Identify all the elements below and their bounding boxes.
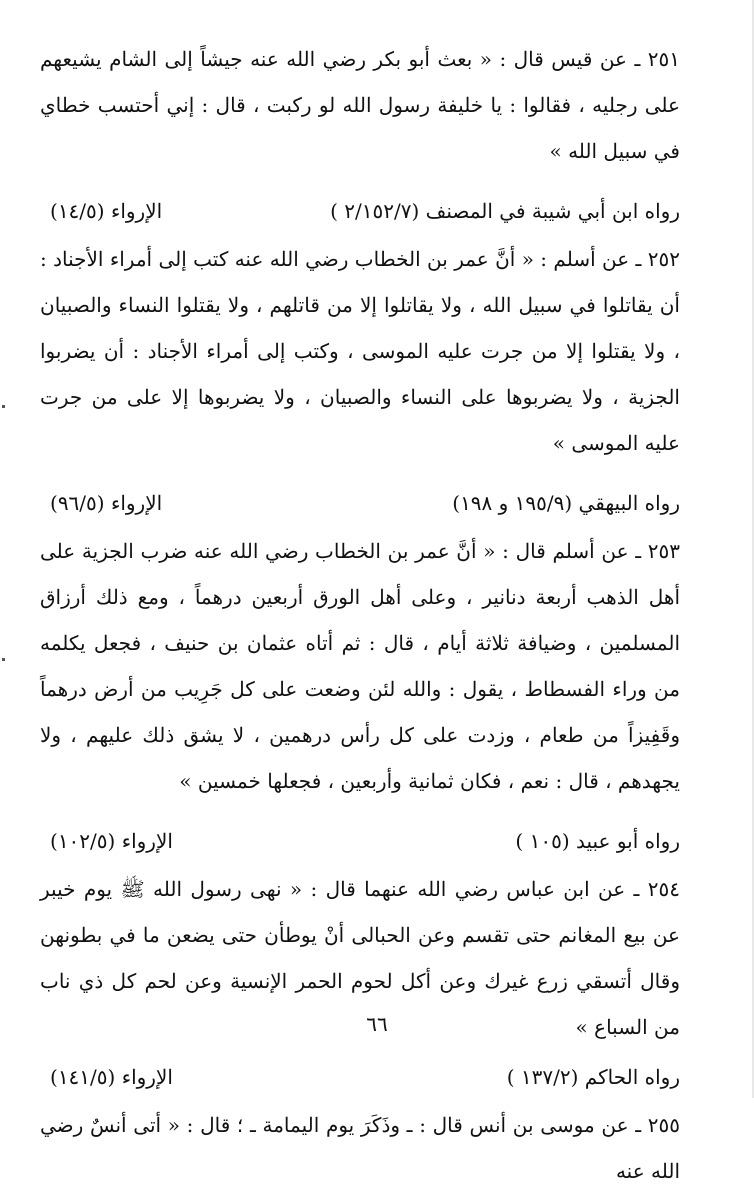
- hadith-254-text: ٢٥٤ ـ عن ابن عباس رضي الله عنهما قال : « نهى رسول الله ﷺ يوم خيبر عن بيع المغانم حتى تقسم وعن الحبالى أنْ يوطأن حتى يضعن ما في بطونهن وقال أتسقي زرع غيرك وعن أكل لحوم الحمر الإنسية وعن لحم كل ذي ناب من السباع »: [40, 877, 680, 1039]
- margin-mark: [2, 658, 5, 661]
- margin-mark: [2, 405, 5, 408]
- hadith-253-reference: [40, 818, 680, 864]
- hadith-254-irwa: الإرواء (١٤١/٥): [50, 1065, 173, 1089]
- hadith-254-source: رواه الحاكم (١٣٧/٢ ): [506, 1065, 680, 1089]
- hadith-252-irwa: الإرواء (٩٦/٥): [50, 491, 163, 515]
- hadith-255-text: ٢٥٥ ـ عن موسى بن أنس قال : ـ وذَكَرَ يوم اليمامة ـ ؛ قال : « أتى أنسٌ رضي الله عنه: [40, 1113, 680, 1183]
- hadith-254-reference: [40, 1054, 680, 1100]
- hadith-251-text: ٢٥١ ـ عن قيس قال : « بعث أبو بكر رضي الله عنه جيشاً إلى الشام يشيعهم على رجليه ، فقالوا : يا خليفة رسول الله لو ركبت ، قال : إني أحتسب خطاي في سبيل الله »: [40, 47, 680, 163]
- hadith-251-irwa: الإرواء (١٤/٥): [50, 199, 163, 223]
- hadith-253-irwa: الإرواء (١٠٢/٥): [50, 829, 173, 853]
- hadith-252-source: رواه البيهقي (١٩٥/٩ و ١٩٨): [452, 491, 680, 515]
- hadith-253-source: رواه أبو عبيد (١٠٥ ): [515, 829, 680, 853]
- page-number: ٦٦: [366, 1012, 388, 1036]
- hadith-253-text: ٢٥٣ ـ عن أسلم قال : « أنَّ عمر بن الخطاب رضي الله عنه ضرب الجزية على أهل الذهب أربعة دنانير ، وعلى أهل الورق أربعين درهماً ، ومع ذلك أرزاق المسلمين ، وضيافة ثلاثة أيام ، قال : ثم أتاه عثمان بن حنيف ، فجعل يكلمه من وراء الفسطاط ، يقول : والله لئن وضعت على كل جَرِيب من أرض درهماً وقَفِيزاً من طعام ، وزدت على كل رأس درهمين ، لا يشق ذلك عليهم ، ولا يجهدهم ، قال : نعم ، فكان ثمانية وأربعين ، فجعلها خمسين »: [40, 539, 680, 793]
- hadith-252-text: ٢٥٢ ـ عن أسلم : « أنَّ عمر بن الخطاب رضي الله عنه كتب إلى أمراء الأجناد : أن يقاتلوا في سبيل الله ، ولا يقاتلوا إلا من قاتلهم ، ولا يقتلوا النساء والصبيان ، ولا يقتلوا إلا من جرت عليه الموسى ، وكتب إلى أمراء الأجناد : أن يضربوا الجزية ، ولا يضربوها على النساء والصبيان ، ولا يضربوها إلا على من جرت عليه الموسى »: [40, 247, 680, 455]
- hadith-252-reference: [40, 480, 680, 526]
- hadith-251-source: رواه ابن أبي شيبة في المصنف (٢/١٥٢/٧ ): [330, 199, 680, 223]
- hadith-251-reference: [40, 188, 680, 234]
